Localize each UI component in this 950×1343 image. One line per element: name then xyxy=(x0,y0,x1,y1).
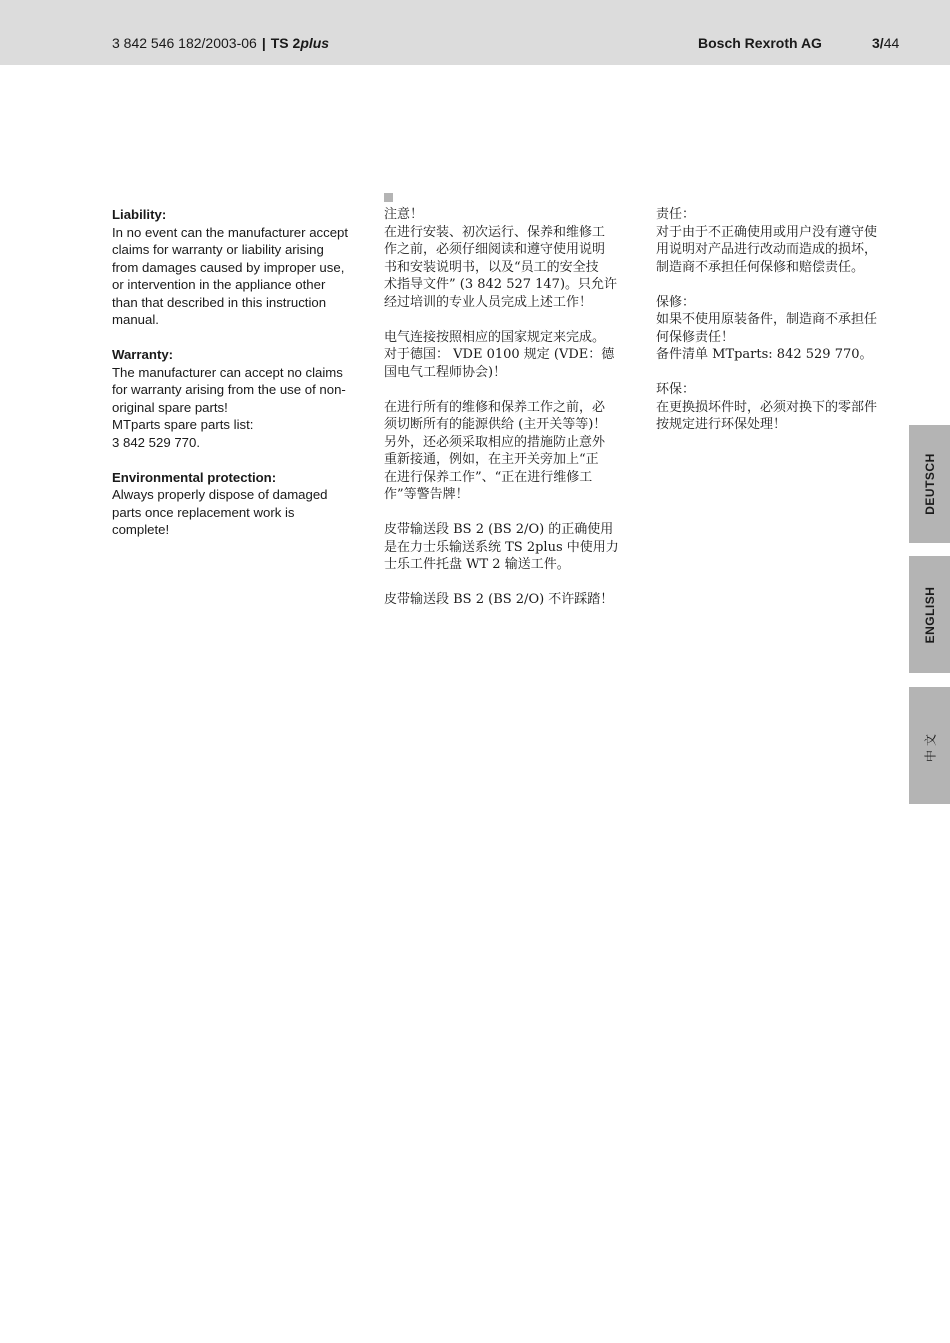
environment-heading: 环保： xyxy=(656,382,696,397)
text-line: 在更换损坏件时，必须对换下的零部件 xyxy=(656,399,878,415)
warranty-heading: Warranty: xyxy=(112,347,174,362)
english-column xyxy=(112,206,362,539)
text-line: or intervention in the appliance other xyxy=(112,277,326,292)
text-line: than that described in this instruction xyxy=(112,294,327,310)
text-line: 须切断所有的能源供给 (主开关等等)！ xyxy=(384,417,607,432)
text-line: 对于德国： VDE 0100 规定 (VDE：德 xyxy=(384,347,615,362)
tab-english[interactable] xyxy=(909,556,950,673)
product-suffix: plus xyxy=(300,35,330,51)
tab-chinese-label: 中文 xyxy=(923,729,937,762)
text-line: for warranty arising from the use of non- xyxy=(112,382,346,397)
text-line: complete! xyxy=(112,522,170,537)
text-line: from damages caused by improper use, xyxy=(112,259,345,275)
tab-chinese[interactable] xyxy=(909,687,950,804)
text-line: 术指导文件” (3 842 527 147)。只允许 xyxy=(384,277,618,292)
text-line: 作之前，必须仔细阅读和遵守使用说明 xyxy=(384,242,606,257)
document-id xyxy=(112,35,329,51)
header-separator: | xyxy=(261,35,266,51)
liability-heading: Liability: xyxy=(112,207,167,222)
page-current: 3/ xyxy=(872,35,884,51)
text-line: MTparts spare parts list: xyxy=(112,417,254,432)
note-heading: 注意！ xyxy=(384,207,424,222)
product-prefix: TS 2 xyxy=(270,35,301,51)
warranty-heading: 保修： xyxy=(656,294,696,310)
section-marker xyxy=(384,193,393,202)
doc-number: 3 842 546 182/2003-06 xyxy=(112,35,257,51)
product-name xyxy=(271,35,329,51)
text-line: In no event can the manufacturer accept xyxy=(112,224,349,240)
chinese-notes-column xyxy=(384,206,636,609)
text-line: 在进行所有的维修和保养工作之前，必 xyxy=(384,399,606,415)
company-name: Bosch Rexroth AG xyxy=(698,35,822,51)
text-line: 士乐工件托盘 WT 2 输送工件。 xyxy=(384,557,570,572)
tab-deutsch-label: DEUTSCH xyxy=(922,453,937,515)
text-line: 皮带输送段 BS 2 (BS 2/O) 不许踩踏！ xyxy=(384,592,614,607)
text-line: 用说明对产品进行改动而造成的损坏， xyxy=(656,242,878,257)
page-header xyxy=(0,0,950,65)
tab-english-label: ENGLISH xyxy=(922,586,937,643)
tab-deutsch[interactable] xyxy=(909,425,950,543)
liability-heading: 责任： xyxy=(656,207,696,222)
text-line: claims for warranty or liability arising xyxy=(112,242,324,257)
text-line: 书和安装说明书，以及“员工的安全技 xyxy=(384,259,599,275)
text-line: 制造商不承担任何保修和赔偿责任。 xyxy=(656,259,865,275)
text-line: 何保修责任！ xyxy=(656,329,735,345)
text-line: 备件清单 MTparts: 842 529 770。 xyxy=(656,347,873,362)
text-line: 3 842 529 770. xyxy=(112,434,200,450)
text-line: 国电气工程师协会)！ xyxy=(384,364,507,380)
text-line: 经过培训的专业人员完成上述工作！ xyxy=(384,294,593,310)
text-line: 作”等警告牌！ xyxy=(384,487,469,502)
text-line: manual. xyxy=(112,312,159,327)
page-total: 44 xyxy=(883,35,900,51)
text-line: 对于由于不正确使用或用户没有遵守使 xyxy=(656,224,878,240)
text-line: original spare parts! xyxy=(112,399,228,415)
text-line: 在进行保养工作”、“正在进行维修工 xyxy=(384,469,593,485)
text-line: parts once replacement work is xyxy=(112,504,295,520)
text-line: Always properly dispose of damaged xyxy=(112,487,328,502)
chinese-liability-column xyxy=(656,206,908,434)
text-line: 电气连接按照相应的国家规定来完成。 xyxy=(384,329,606,345)
text-line: The manufacturer can accept no claims xyxy=(112,364,343,380)
text-line: 在进行安装、初次运行、保养和维修工 xyxy=(384,224,606,240)
text-line: 重新接通，例如，在主开关旁加上“正 xyxy=(384,452,599,467)
text-line: 另外，还必须采取相应的措施防止意外 xyxy=(384,434,606,450)
page-number xyxy=(872,35,899,51)
text-line: 皮带输送段 BS 2 (BS 2/O) 的正确使用 xyxy=(384,522,614,537)
environment-heading: Environmental protection: xyxy=(112,469,277,485)
text-line: 按规定进行环保处理！ xyxy=(656,417,787,432)
text-line: 是在力士乐输送系统 TS 2plus 中使用力 xyxy=(384,539,619,555)
text-line: 如果不使用原装备件，制造商不承担任 xyxy=(656,312,878,327)
